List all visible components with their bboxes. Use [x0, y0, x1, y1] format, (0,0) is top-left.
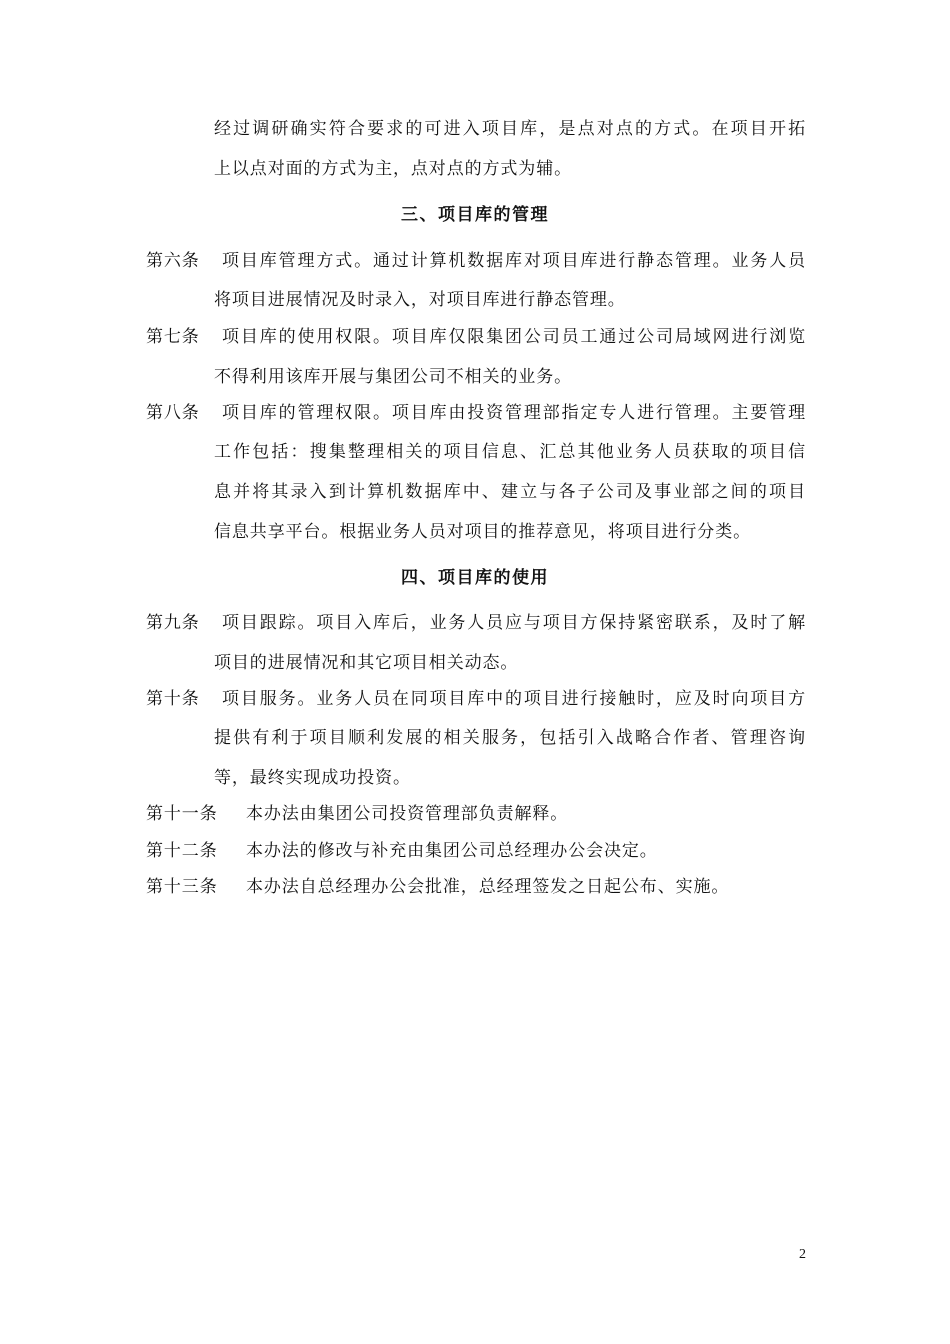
article-6-label: 第六条: [146, 251, 200, 271]
article-10: [146, 688, 200, 710]
intro-line-2: 上以点对面的方式为主，点对点的方式为辅。: [214, 159, 572, 179]
article-11-text: 本办法由集团公司投资管理部负责解释。: [246, 804, 569, 824]
article-9-label: 第九条: [146, 613, 200, 633]
article-8-line-3: 息并将其录入到计算机数据库中、建立与各子公司及事业部之间的项目: [214, 482, 806, 502]
article-6-line-1: 项目库管理方式。通过计算机数据库对项目库进行静态管理。业务人员: [222, 251, 806, 271]
section-3-title: 三、项目库的管理: [401, 205, 549, 225]
article-12-label: 第十二条: [146, 841, 218, 861]
article-11-label: 第十一条: [146, 804, 218, 824]
article-8-line-1: 项目库的管理权限。项目库由投资管理部指定专人进行管理。主要管理: [222, 403, 806, 423]
intro-line-1: 经过调研确实符合要求的可进入项目库，是点对点的方式。在项目开拓: [214, 119, 806, 139]
article-10-line-1: 项目服务。业务人员在同项目库中的项目进行接触时，应及时向项目方: [222, 689, 806, 709]
page-number: 2: [799, 1247, 806, 1262]
article-13: [146, 876, 218, 898]
article-10-label: 第十条: [146, 689, 200, 709]
article-12-text: 本办法的修改与补充由集团公司总经理办公会决定。: [246, 841, 658, 861]
article-6: [146, 250, 214, 272]
article-11: [146, 803, 218, 825]
article-8-line-2: 工作包括：搜集整理相关的项目信息、汇总其他业务人员获取的项目信: [214, 442, 806, 462]
section-4-title: 四、项目库的使用: [401, 568, 549, 588]
article-7-line-1: 项目库的使用权限。项目库仅限集团公司员工通过公司局域网进行浏览: [222, 327, 806, 347]
article-8: [146, 402, 200, 424]
article-10-line-2: 提供有利于项目顺利发展的相关服务，包括引入战略合作者、管理咨询: [214, 728, 806, 748]
article-7-line-2: 不得利用该库开展与集团公司不相关的业务。: [214, 367, 572, 387]
article-6-line-2: 将项目进展情况及时录入，对项目库进行静态管理。: [214, 290, 626, 310]
article-13-label: 第十三条: [146, 877, 218, 897]
article-13-text: 本办法自总经理办公会批准，总经理签发之日起公布、实施。: [246, 877, 730, 897]
article-7: [146, 326, 200, 348]
article-8-label: 第八条: [146, 403, 200, 423]
article-12: [146, 840, 218, 862]
article-9-line-2: 项目的进展情况和其它项目相关动态。: [214, 653, 519, 673]
article-9: [146, 612, 200, 634]
article-7-label: 第七条: [146, 327, 200, 347]
article-9-line-1: 项目跟踪。项目入库后，业务人员应与项目方保持紧密联系，及时了解: [222, 613, 806, 633]
article-10-line-3: 等，最终实现成功投资。: [214, 768, 411, 788]
article-8-line-4: 信息共享平台。根据业务人员对项目的推荐意见，将项目进行分类。: [214, 522, 751, 542]
